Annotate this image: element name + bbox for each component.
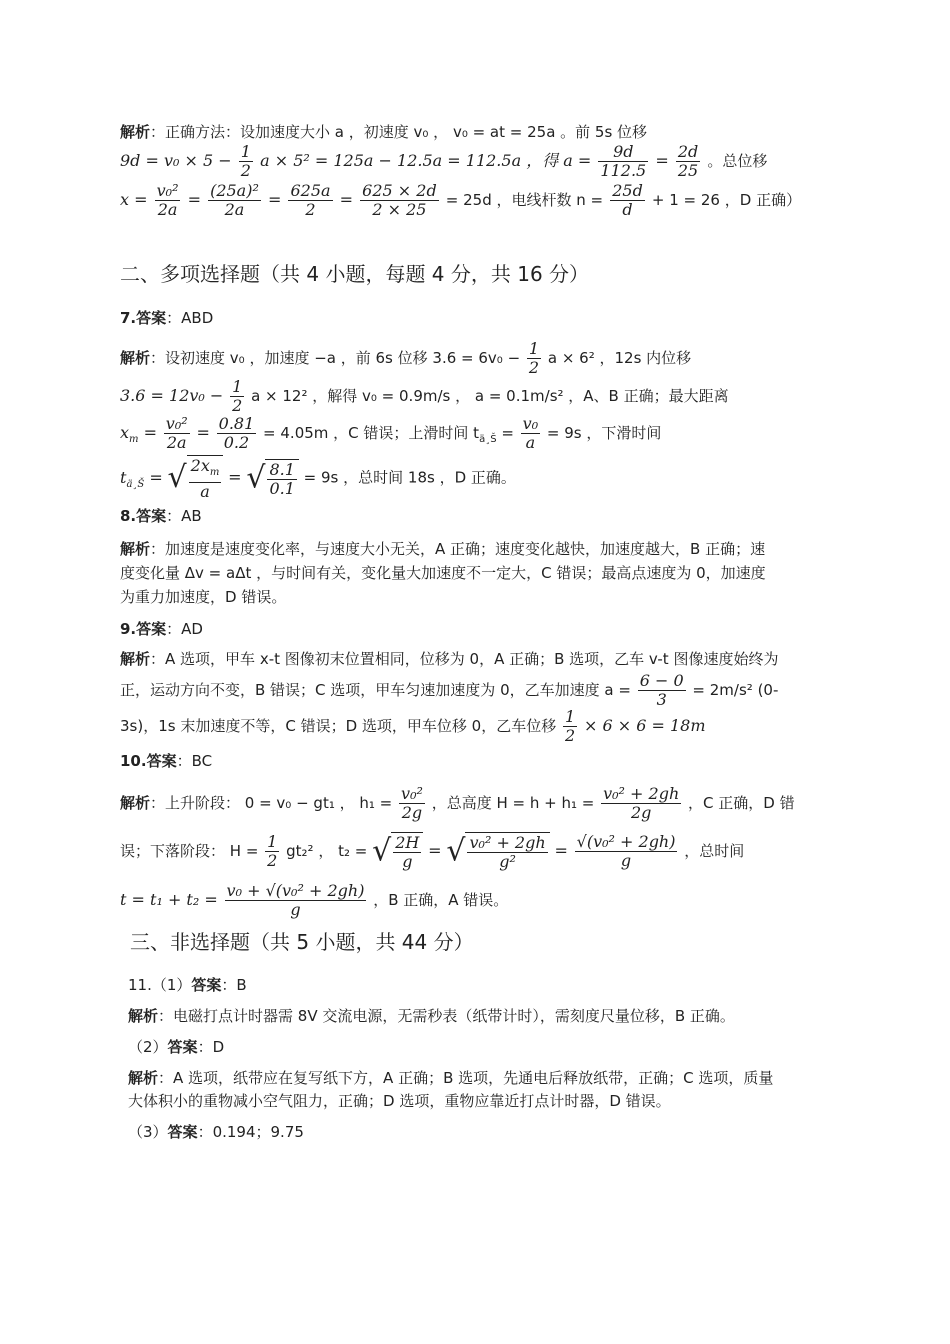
q11-part2-analysis-1: 解析：A 选项，纸带应在复写纸下方，A 正确；B 选项，先通电后释放纸带，正确；C 选项，质量 xyxy=(128,1069,774,1087)
q9-answer: 9.答案：AD xyxy=(120,620,203,638)
q10-line-1: 解析：上升阶段： 0 = v₀ − gt₁ ， h₁ = $\frac{\text{v₀²}}{2g}$ ，总高度 H = h + h₁ = $\frac{\text{v₀² + 2gh}}{2g}$ ，C 正确，D 错 xyxy=(120,784,795,822)
analysis-label: 解析 xyxy=(120,123,151,141)
q7-line-4: $t_{ä¸Š}$ = √ $\frac{2x_m}{a}$ = √ $\frac{8.1}{0.1}$ = 9s ，总时间 18s ，D 正确。 xyxy=(120,456,516,502)
q11-part1-answer: 11.（1）答案：B xyxy=(128,976,247,994)
fraction: $\frac{2d}{25}$ xyxy=(677,142,699,180)
q8-line-1: 解析：加速度是速度变化率，与速度大小无关，A 正确；速度变化越快，加速度越大，B 正确；速 xyxy=(120,540,766,558)
q8-line-3: 为重力加速度，D 错误。 xyxy=(120,588,287,606)
q7-line-2: 3.6 = 12v₀ − $\frac{1}{2}$ a × 12² ，解得 v₀ = 0.9m/s ， a = 0.1m/s² ，A、B 正确；最大距离 xyxy=(120,377,729,415)
q11-part3-answer: （3）答案：0.194；9.75 xyxy=(128,1123,304,1141)
q7-line-1: 解析：设初速度 v₀ ，加速度 −a ，前 6s 位移 3.6 = 6v₀ − $\frac{1}{2}$ a × 6² ，12s 内位移 xyxy=(120,339,692,377)
q11-part2-analysis-2: 大体积小的重物减小空气阻力，正确；D 选项，重物应靠近打点计时器，D 错误。 xyxy=(128,1092,671,1110)
q8-line-2: 度变化量 Δv = aΔt ，与时间有关，变化量大加速度不一定大，C 错误；最高点速度为 0，加速度 xyxy=(120,564,766,582)
q7-line-3: $x_m$ = $\frac{\text{v₀²}}{2a}$ = $\frac{0.81}{0.2}$ = 4.05m ，C 错误；上滑时间 $t_{ä¸Š}$ = $\frac{\text{v₀}}{a}$ = 9s ，下滑时间 xyxy=(120,414,662,452)
fraction: $\frac{1}{2}$ xyxy=(240,142,251,180)
section-heading-multiple-choice: 二、多项选择题（共 4 小题，每题 4 分，共 16 分） xyxy=(120,262,590,286)
q7-answer: 7.答案：ABD xyxy=(120,309,214,327)
q8-answer: 8.答案：AB xyxy=(120,507,202,525)
q9-line-2: 正，运动方向不变，B 错误；C 选项，甲车匀速加速度为 0，乙车加速度 a = $\frac{6 - 0}{3}$ = 2m/s² (0- xyxy=(120,671,779,709)
q10-line-2: 误；下落阶段： H = $\frac{1}{2}$ gt₂² ， t₂ = √ $\frac{2H}{g}$ = √ $\frac{\text{v₀² + 2gh}}{\text{g²}}$ = $\frac{\text{√(v₀² + 2gh)}}{g}$ ，总时间 xyxy=(120,832,745,871)
q9-line-1: 解析：A 选项，甲车 x-t 图像初末位置相同，位移为 0，A 正确；B 选项，乙车 v-t 图像速度始终为 xyxy=(120,650,779,668)
q9-line-3: 3s)，1s 末加速度不等，C 错误；D 选项，甲车位移 0，乙车位移 $\frac{1}{2}$ × 6 × 6 = 18m xyxy=(120,707,706,745)
q10-answer: 10.答案：BC xyxy=(120,752,213,770)
q11-part2-answer: （2）答案：D xyxy=(128,1038,225,1056)
fraction: $\frac{9d}{112.5}$ xyxy=(600,142,647,180)
q10-line-3: t = t₁ + t₂ = $\frac{\text{v₀ + √(v₀² + 2gh)}}{g}$ ，B 正确，A 错误。 xyxy=(120,881,509,919)
q6-line-3: x = $\frac{\text{v₀²}}{2a}$ = $\frac{\text{(25a)²}}{2a}$ = $\frac{625a}{2}$ = $\frac{625 \times 2d}{2 \times 25}$ = 25d ，电线杆数 n = $\frac{25d}{d}$ + 1 = 26 ，D 正确） xyxy=(120,181,802,219)
q6-line-2: 9d = v₀ × 5 − $\frac{1}{2}$ a × 5² = 125a − 12.5a = 112.5a ，得 a = $\frac{9d}{112.5}$ = $\frac{2d}{25}$ 。总位移 xyxy=(120,142,768,180)
q11-part1-analysis: 解析：电磁打点计时器需 8V 交流电源，无需秒表（纸带计时），需刻度尺量位移，B 正确。 xyxy=(128,1007,735,1025)
q6-line-1: 解析：正确方法：设加速度大小 a ，初速度 v₀ ， v₀ = at = 25a 。前 5s 位移 xyxy=(120,123,648,141)
section-heading-non-choice: 三、非选择题（共 5 小题，共 44 分） xyxy=(130,930,474,954)
